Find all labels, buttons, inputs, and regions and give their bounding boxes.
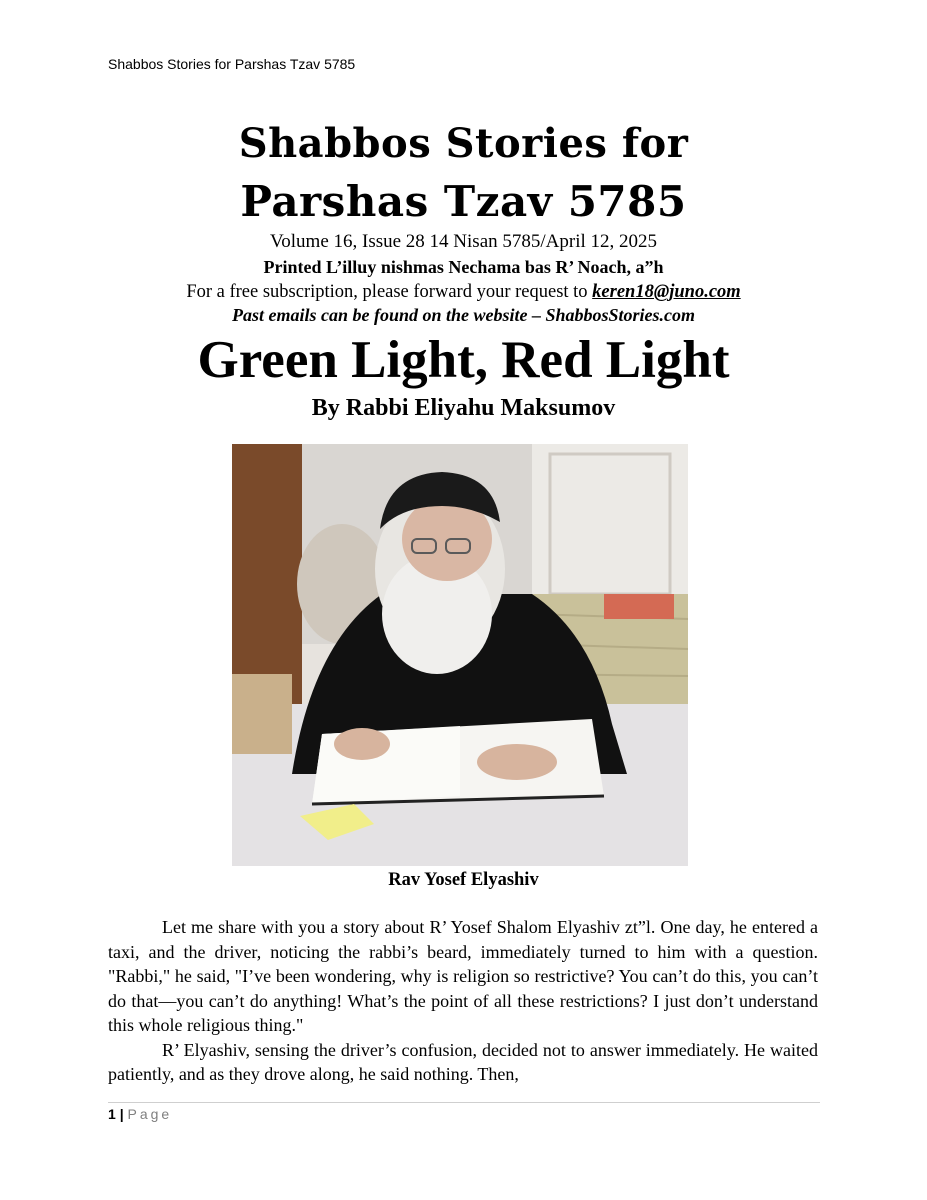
- page-number: 1: [108, 1106, 116, 1122]
- masthead-line-1: Shabbos Stories for: [238, 120, 689, 167]
- article-body: [108, 915, 818, 1087]
- subscription-line: [0, 281, 927, 303]
- running-header: Shabbos Stories for Parshas Tzav 5785: [108, 56, 356, 72]
- article-paragraph-2: R’ Elyashiv, sensing the driver’s confusion, decided not to answer immediately. He waited patiently, and as they drove along, he said nothing. Then,: [108, 1039, 818, 1084]
- dedication: Printed L’illuy nishmas Nechama bas R’ Noach, a”h: [263, 257, 664, 277]
- article-paragraph-1: Let me share with you a story about R’ Yosef Shalom Elyashiv zt”l. One day, he entered a taxi, and the driver, noticing the rabbi’s beard, immediately turned to him with a question. "Rabbi," he said, "I’ve been wondering, why is religion so restrictive? You can’t do this, you can’t do that—you can’t do anything! What’s the point of all these restrictions? I just don’t understand this whole religious thing.": [108, 917, 818, 1035]
- article-byline: By Rabbi Eliyahu Maksumov: [311, 395, 616, 421]
- footer-divider: [108, 1102, 820, 1103]
- article-title: Green Light, Red Light: [197, 331, 730, 389]
- rabbi-photo: [232, 444, 688, 866]
- photo-caption: Rav Yosef Elyashiv: [388, 870, 539, 890]
- subscription-email-link[interactable]: keren18@juno.com: [592, 282, 741, 302]
- masthead-line-2: Parshas Tzav 5785: [240, 177, 687, 226]
- page-footer: [108, 1106, 172, 1122]
- past-emails-note: Past emails can be found on the website – ShabbosStories.com: [231, 305, 696, 325]
- subscription-text: For a free subscription, please forward your request to: [186, 282, 593, 302]
- issue-info: Volume 16, Issue 28 14 Nisan 5785/April 12, 2025: [269, 231, 658, 252]
- page-label: Page: [127, 1106, 173, 1122]
- footer-separator: |: [119, 1106, 124, 1122]
